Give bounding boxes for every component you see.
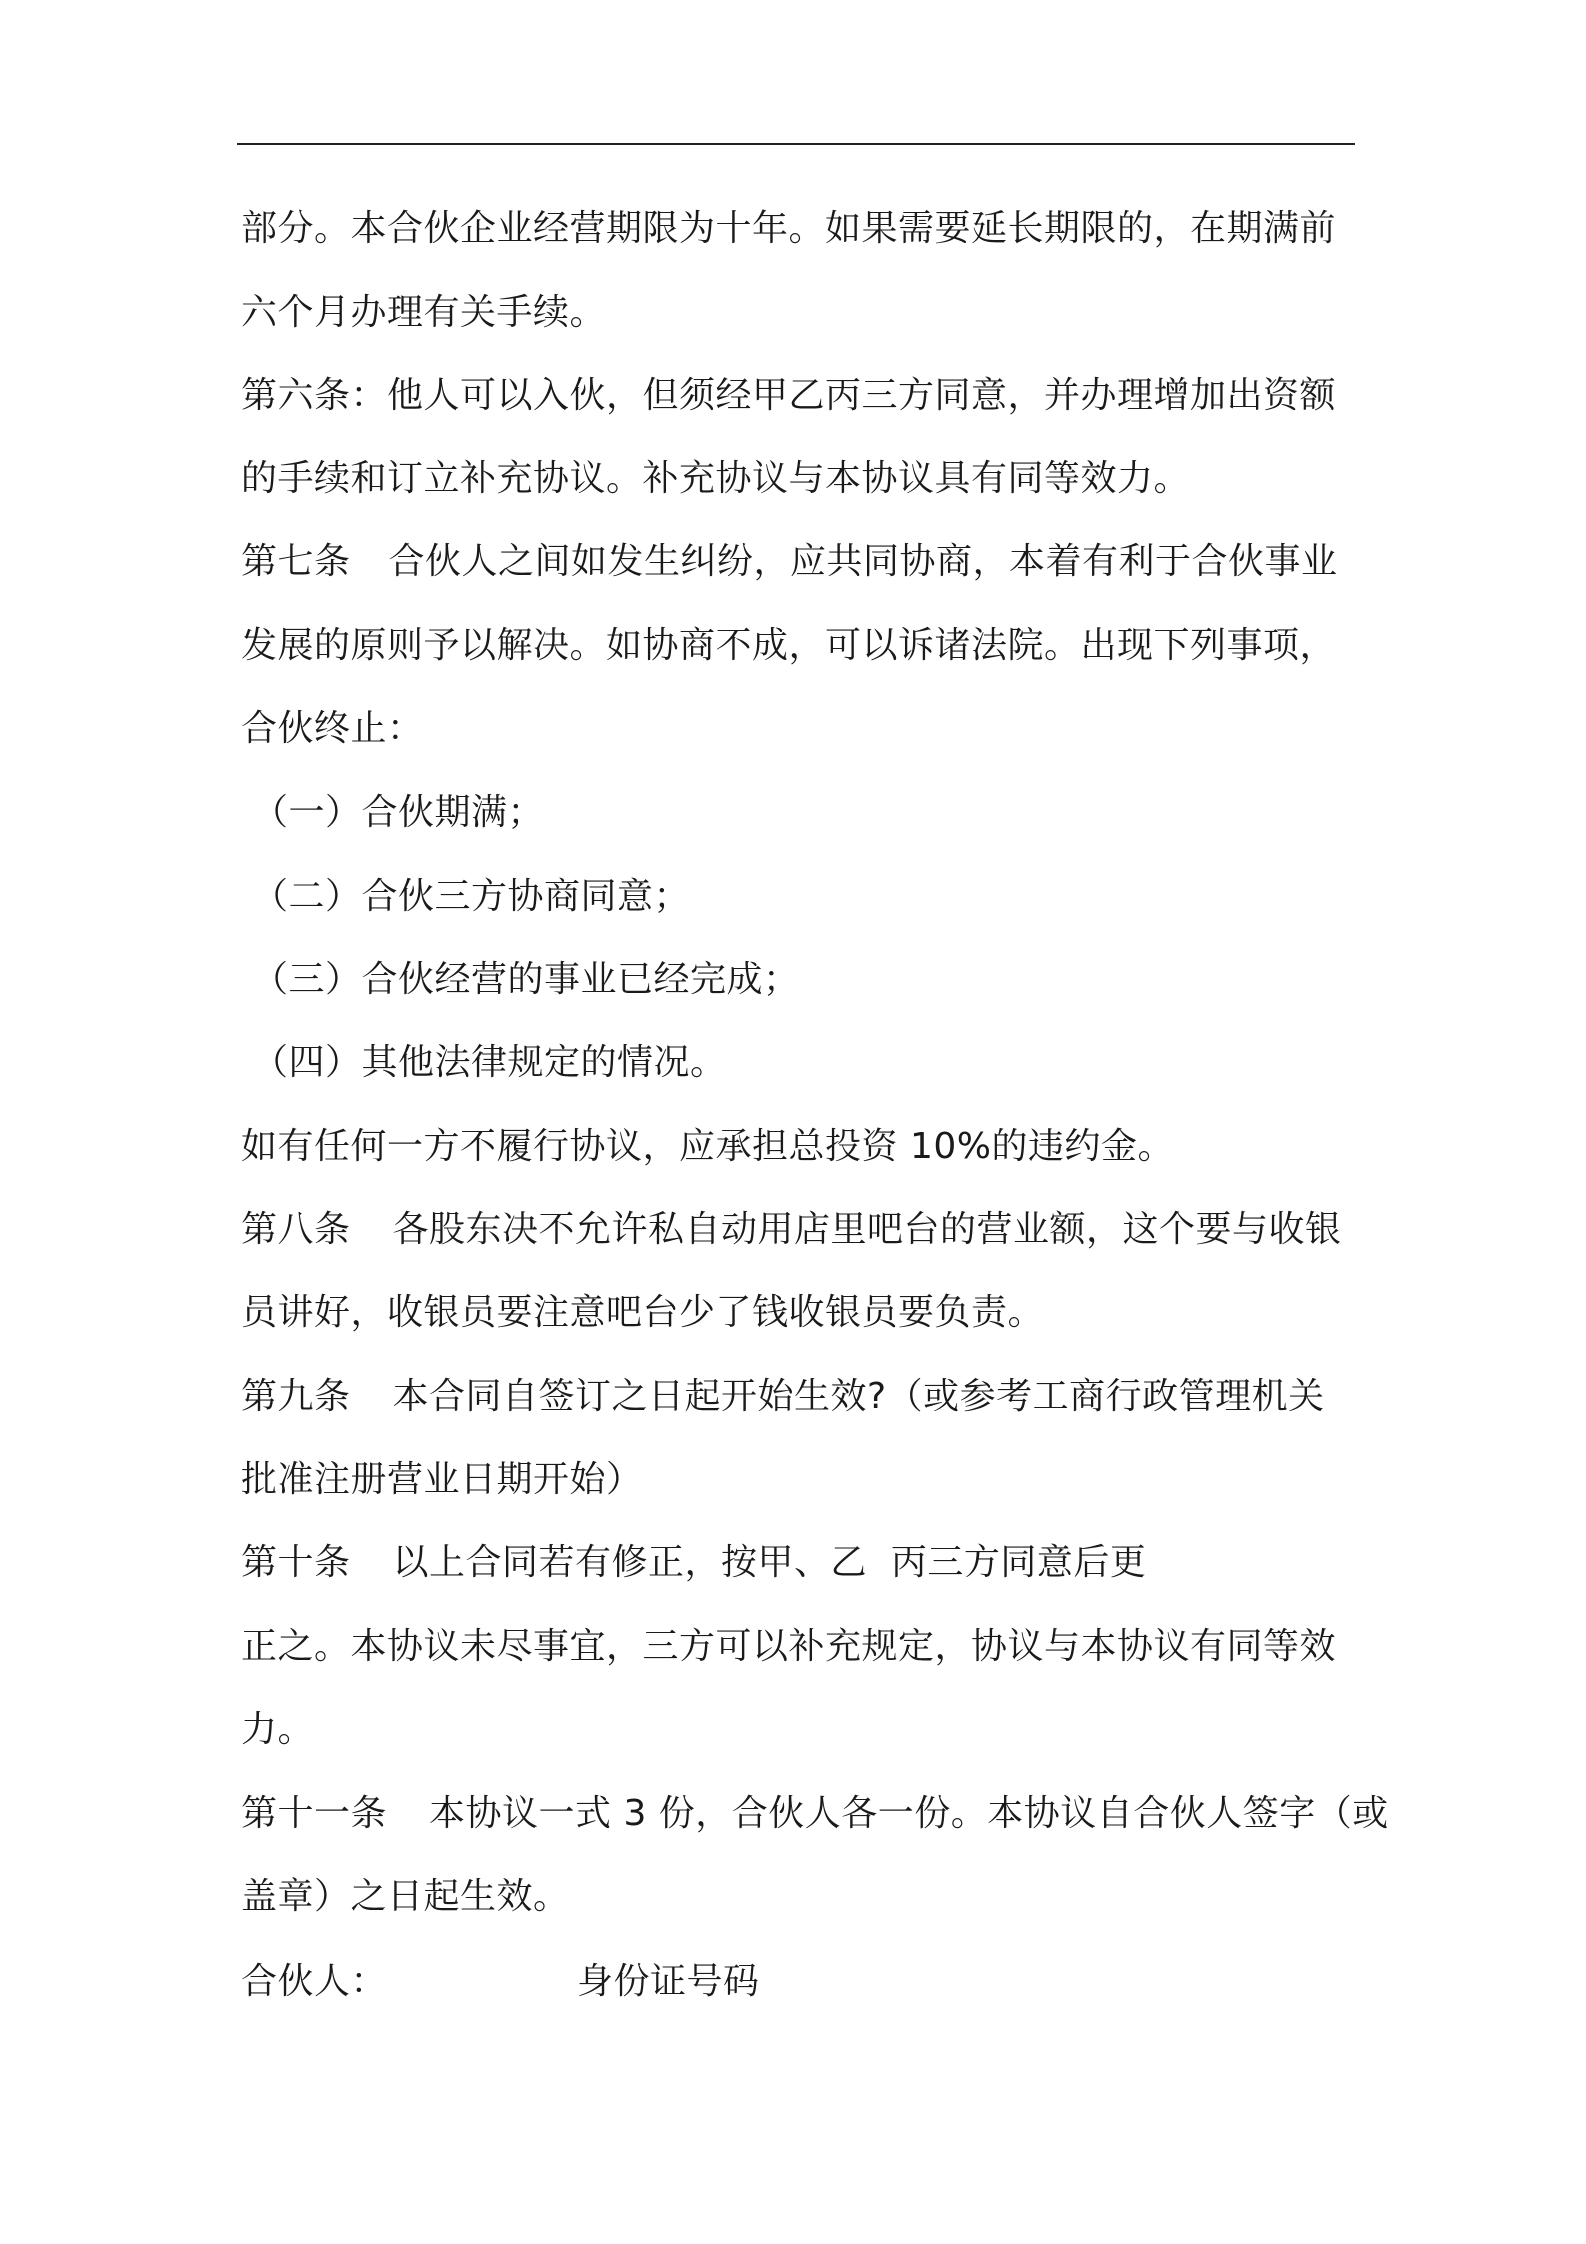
article-10-line-2: 正之。本协议未尽事宜，三方可以补充规定，协议与本协议有同等效 — [241, 1626, 1337, 1667]
penalty-line: 如有任何一方不履行协议，应承担总投资 10%的违约金。 — [241, 1126, 1174, 1167]
list-item-3: （三）合伙经营的事业已经完成； — [252, 959, 800, 1000]
list-item-4: （四）其他法律规定的情况。 — [252, 1042, 727, 1083]
article-7-text: 合伙人之间如发生纠纷，应共同协商，本着有利于合伙事业 — [388, 541, 1338, 582]
text-line-1: 部分。本合伙企业经营期限为十年。如果需要延长期限的，在期满前 — [241, 208, 1337, 249]
article-6-line-2: 的手续和订立补充协议。补充协议与本协议具有同等效力。 — [241, 458, 1191, 499]
article-10-heading: 第十条 — [241, 1542, 351, 1583]
text-line-2: 六个月办理有关手续。 — [241, 292, 607, 333]
header-rule — [237, 143, 1355, 145]
article-9-heading: 第九条 — [241, 1376, 351, 1417]
article-8-text: 各股东决不允许私自动用店里吧台的营业额，这个要与收银 — [392, 1209, 1342, 1250]
article-11-line-1 — [241, 1790, 1389, 1838]
article-8-line-1 — [241, 1206, 1342, 1254]
list-item-1: （一）合伙期满； — [252, 792, 545, 833]
article-9-text: 本合同自签订之日起开始生效?（或参考工商行政管理机关 — [392, 1376, 1325, 1417]
article-9-line-2: 批准注册营业日期开始） — [241, 1459, 643, 1500]
article-11-line-2: 盖章）之日起生效。 — [241, 1876, 570, 1917]
article-11-heading: 第十一条 — [241, 1793, 388, 1834]
article-6-line-1: 第六条：他人可以入伙，但须经甲乙丙三方同意，并办理增加出资额 — [241, 375, 1337, 416]
partner-label: 合伙人： — [241, 1961, 388, 2002]
article-8-heading: 第八条 — [241, 1209, 351, 1250]
article-7-line-2: 发展的原则予以解决。如协商不成，可以诉诸法院。出现下列事项， — [241, 625, 1337, 666]
article-7-line-3: 合伙终止： — [241, 708, 424, 749]
article-10-line-1 — [241, 1539, 1146, 1587]
article-10-text: 以上合同若有修正，按甲、乙 丙三方同意后更 — [392, 1542, 1147, 1583]
article-8-line-2: 员讲好，收银员要注意吧台少了钱收银员要负责。 — [241, 1292, 1045, 1333]
article-10-line-3: 力。 — [241, 1709, 315, 1750]
article-9-line-1 — [241, 1373, 1325, 1421]
article-7-line-1 — [241, 538, 1338, 586]
id-number-label: 身份证号码 — [577, 1961, 760, 2002]
list-item-2: （二）合伙三方协商同意； — [252, 876, 691, 917]
article-7-heading: 第七条 — [241, 541, 351, 582]
signature-line — [241, 1958, 760, 2006]
article-11-text: 本协议一式 3 份，合伙人各一份。本协议自合伙人签字（或 — [429, 1793, 1389, 1834]
